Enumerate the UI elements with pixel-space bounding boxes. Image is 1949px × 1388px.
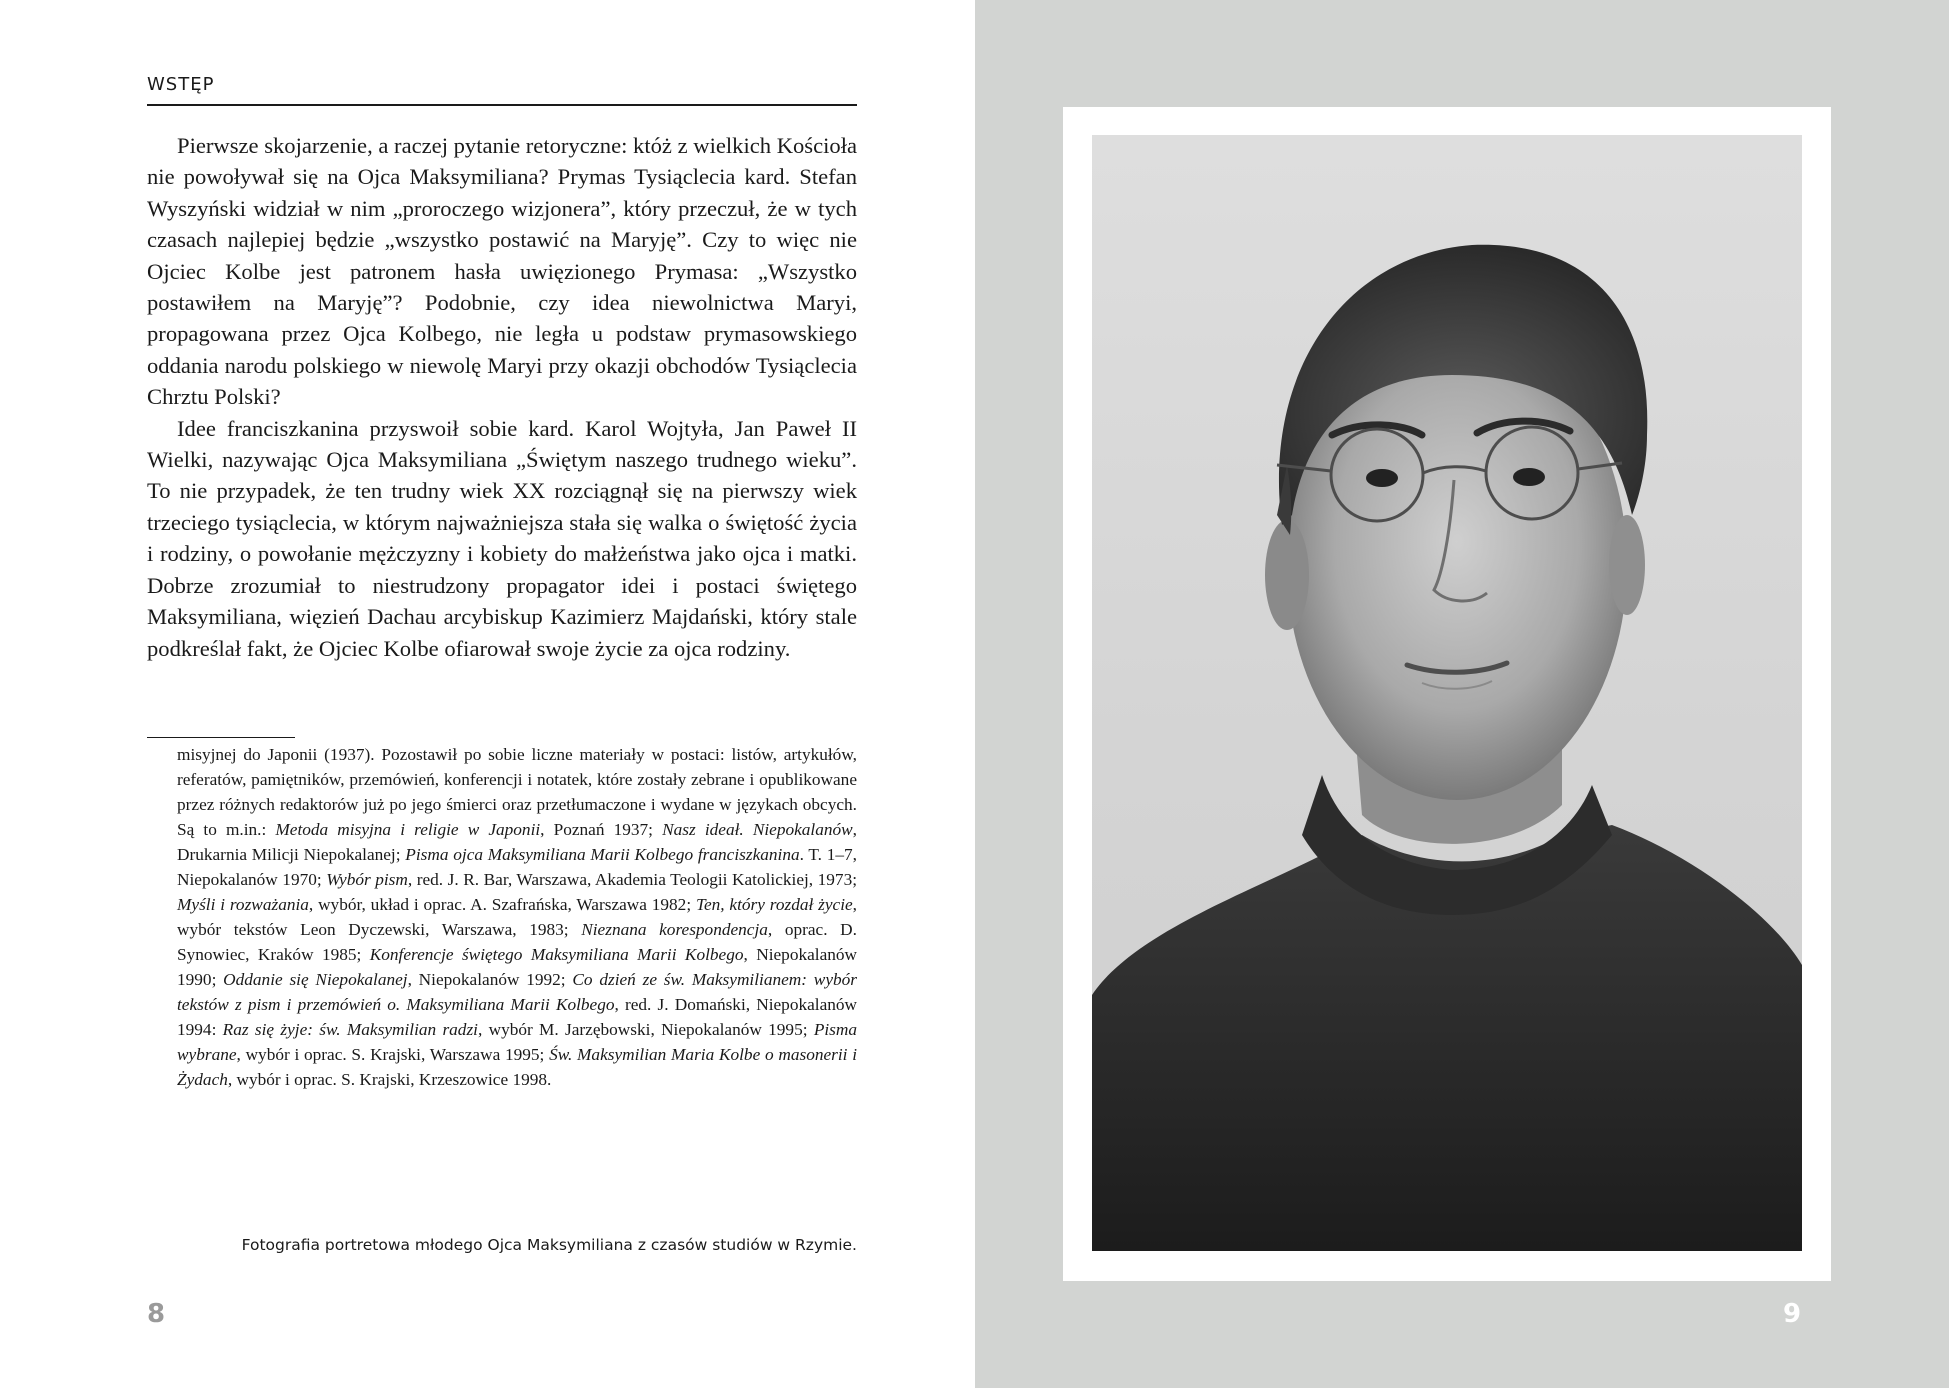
footnote-title: Myśli i rozważania: [177, 895, 309, 914]
footnote-text: , red. J. Domański, Niepokalanów 1994:: [177, 995, 857, 1039]
photo-caption: Fotografia portretowa młodego Ojca Maksymiliana z czasów studiów w Rzymie.: [241, 1236, 857, 1254]
body-paragraph: Pierwsze skojarzenie, a raczej pytanie retoryczne: któż z wielkich Kościoła nie powoływał się na Ojca Maksymiliana? Prymas Tysiąclecia kard. Stefan Wyszyński widział w nim „proroczego wizjonera”, który przeczuł, że w tych czasach najlepiej będzie „wszystko postawić na Maryję”. Czy to więc nie Ojciec Kolbe jest patronem hasła uwięzionego Prymasa: „Wszystko postawiłem na Maryję”? Podobnie, czy idea niewolnictwa Maryi, propagowana przez Ojca Kolbego, nie legła u podstaw prymasowskiego oddania narodu polskiego w niewolę Maryi przy okazji obchodów Tysiąclecia Chrztu Polski?: [147, 133, 858, 410]
footnote-text: , wybór i oprac. S. Krajski, Warszawa 1995;: [236, 1045, 550, 1064]
footnote-title: Nieznana korespondencja: [581, 920, 768, 939]
portrait-photo: [1092, 135, 1802, 1251]
footnote-text: , wybór i oprac. S. Krajski, Krzeszowice 1998.: [227, 1070, 552, 1089]
footnote-text: , wybór tekstów Leon Dyczewski, Warszawa, 1983;: [177, 895, 857, 939]
page-number-left: 8: [147, 1299, 166, 1329]
footnote-text: misyjnej do Japonii (1937). Pozostawił po sobie liczne materiały w postaci: listów, artykułów, referatów, pamiętników, przemówień, konferencji i notatek, które zostały zebrane i opublikowane przez różnych redaktorów już po jego śmierci oraz przetłumaczone i wydane w językach obcych. Są to m.in.:: [177, 745, 857, 839]
page-number-right: 9: [1783, 1299, 1802, 1329]
footnote-text: , Niepokalanów 1990;: [177, 945, 858, 989]
footnote-title: Co dzień ze św. Maksymilianem: wybór tekstów z pism i przemówień o. Maksymiliana Marii Kolbego: [177, 970, 858, 1014]
footnote-title: Raz się żyje: św. Maksymilian radzi: [222, 1020, 478, 1039]
running-head: WSTĘP: [147, 74, 215, 95]
footnote: [177, 742, 857, 1092]
right-ear: [1609, 515, 1645, 615]
header-rule: [147, 104, 857, 106]
footnote-text: , oprac. D. Synowiec, Kraków 1985;: [177, 920, 857, 964]
footnote-text: , wybór, układ i oprac. A. Szafrańska, Warszawa 1982;: [308, 895, 696, 914]
body-paragraph: Idee franciszkanina przyswoił sobie kard. Karol Wojtyła, Jan Paweł II Wielki, nazywając Ojca Maksymiliana „Świętym naszego trudnego wieku”. To nie przypadek, że ten trudny wiek XX rozciągnął się na pierwszy wiek trzeciego tysiąclecia, w którym najważniejsza stała się walka o świętość życia i rodziny, o powołanie mężczyzny i kobiety do małżeństwa jako ojca i matki. Dobrze zrozumiał to niestrudzony propagator idei i postaci świętego Maksymiliana, więzień Dachau arcybiskup Kazimierz Majdański, który stale podkreślał fakt, że Ojciec Kolbe ofiarował swoje życie za ojca rodziny.: [147, 415, 857, 661]
footnote-title: Konferencje świętego Maksymiliana Marii Kolbego: [369, 945, 744, 964]
footnote-title: Oddanie się Niepokalanej: [223, 970, 408, 989]
footnote-rule: [147, 737, 295, 738]
footnote-title: Ten, który rozdał życie: [695, 895, 853, 914]
footnote-text: , Drukarnia Milicji Niepokalanej;: [177, 820, 857, 864]
body-text: [147, 130, 857, 664]
left-ear: [1265, 520, 1309, 630]
footnote-title: Pisma ojca Maksymiliana Marii Kolbego franciszkanina: [405, 845, 800, 864]
footnote-title: Św. Maksymilian Maria Kolbe o masonerii i Żydach: [177, 1045, 858, 1089]
footnote-text: . T. 1–7, Niepokalanów 1970;: [177, 845, 857, 889]
footnote-title: Metoda misyjna i religie w Japonii: [275, 820, 541, 839]
footnote-title: Nasz ideał. Niepokalanów: [662, 820, 853, 839]
footnote-text: , Poznań 1937;: [540, 820, 663, 839]
footnote-text: , wybór M. Jarzębowski, Niepokalanów 1995;: [477, 1020, 814, 1039]
footnote-title: Wybór pism: [326, 870, 408, 889]
footnote-text: , Niepokalanów 1992;: [407, 970, 573, 989]
footnote-title: Pisma wybrane: [177, 1020, 858, 1064]
footnote-text: , red. J. R. Bar, Warszawa, Akademia Teologii Katolickiej, 1973;: [407, 870, 858, 889]
